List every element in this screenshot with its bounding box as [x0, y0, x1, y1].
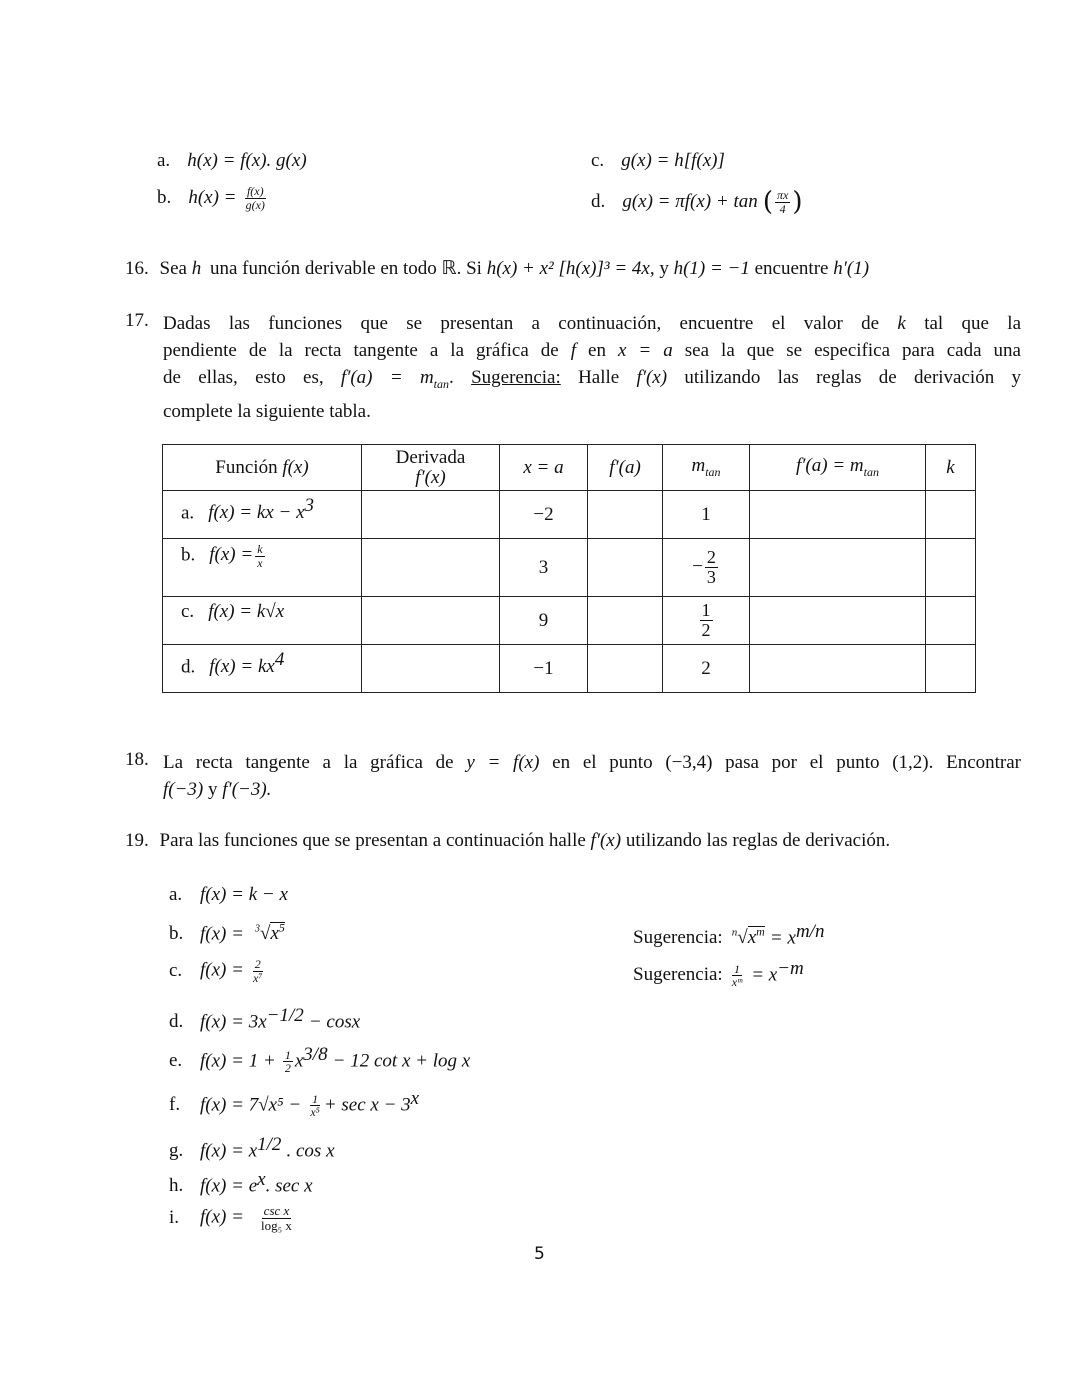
cell-a: −2: [500, 491, 588, 539]
list-item-a: a. f(x) = k − x: [169, 884, 288, 905]
header-equation: $f'(a) = m_{tan}$: [750, 445, 926, 491]
cell-k[interactable]: [926, 645, 976, 693]
item-expression: h(x) = f(x). g(x): [187, 150, 307, 171]
cell-f-prime-a[interactable]: [588, 539, 663, 597]
header-derivada: Derivada f′(x): [362, 445, 500, 491]
cell-a: −1: [500, 645, 588, 693]
table-row: [163, 491, 976, 539]
hint-label: Sugerencia:: [633, 964, 723, 986]
table-row: [163, 597, 976, 645]
list-item-b: b. $f(x) = ^3√x^5$: [169, 921, 285, 945]
cell-m-tan: 1: [663, 491, 750, 539]
header-k: k: [926, 445, 976, 491]
item-expression-lhs: g(x) = πf(x) + tan: [622, 190, 758, 212]
item-c: [591, 150, 725, 172]
problem-18-text: La recta tangente a la gráfica de y = f(x) en el punto (−3,4) pasa por el punto (1,2). Encontrar f(−3) y f′(−3).: [163, 752, 1022, 800]
cell-k[interactable]: [926, 597, 976, 645]
item-label: d.: [591, 190, 606, 212]
table-header-row: [163, 445, 976, 491]
cell-function: d. $f(x) = kx^4$: [163, 645, 362, 693]
cell-k[interactable]: [926, 539, 976, 597]
hint-label: Sugerencia:: [633, 927, 723, 949]
target: h′(1): [833, 258, 870, 279]
header-funcion: Función f(x): [163, 445, 362, 491]
problem-17-text: Dadas las funciones que se presentan a continuación, encuentre el valor de k tal que la pendiente de la recta tangente a la gráfica de f en x = a sea la que se especifica para cada una de ellas, esto es, $f'(a) = m_{tan}$. Sugerencia: Halle f′(x) utilizando las reglas de derivación y complete la siguiente tabla.: [163, 313, 1022, 422]
equation: h(x) + x² [h(x)]³ = 4x,: [486, 258, 655, 279]
hint-2: Sugerencia: $\frac{1}{\text{xᵐ}}$ = $x^{-m}$: [633, 958, 804, 990]
problem-17-number: 17.: [125, 310, 149, 331]
header-x-eq-a: x = a: [500, 445, 588, 491]
header-f-prime-a: f′(a): [588, 445, 663, 491]
condition: h(1) = −1: [673, 258, 750, 279]
list-item-c: c. f(x) = $\frac{2}{\text{x⁷}}$: [169, 957, 263, 985]
cell-equation[interactable]: [750, 645, 926, 693]
hint-1: Sugerencia: $^n√x^m = x^{m/n}$: [633, 921, 825, 949]
cell-f-prime-a[interactable]: [588, 597, 663, 645]
problem-number: 19.: [125, 830, 149, 851]
cell-derivative[interactable]: [362, 645, 500, 693]
table-row: [163, 645, 976, 693]
page-number: 5: [534, 1244, 545, 1264]
list-item-e: e. f(x) = 1 + $\frac{1}{2}$ $x^{3/8} - 12$ cot x + log x: [169, 1044, 471, 1076]
cell-m-tan: − $\frac{2}{3}$: [663, 539, 750, 597]
cell-derivative[interactable]: [362, 597, 500, 645]
cell-m-tan: $\frac{1}{2}$: [663, 597, 750, 645]
problem-18-number: 18.: [125, 749, 149, 770]
item-a: [157, 150, 307, 172]
item-label: c.: [591, 150, 605, 171]
item-expression-lhs: h(x) =: [188, 186, 237, 208]
cell-equation[interactable]: [750, 597, 926, 645]
paren-open: (: [762, 187, 773, 217]
cell-a: 9: [500, 597, 588, 645]
item-label: b.: [157, 186, 172, 208]
item-d: [591, 187, 803, 217]
cell-derivative[interactable]: [362, 539, 500, 597]
item-label: a.: [157, 150, 171, 171]
cell-k[interactable]: [926, 491, 976, 539]
list-item-d: d. $f(x) = 3x^{-1/2} - \cos x$: [169, 1005, 361, 1033]
fraction: $\frac{f(x)}{g(x)}$: [245, 184, 265, 212]
problem-16: 16. Sea h una función derivable en todo ℝ. Si h(x) + x² [h(x)]³ = 4x, y h(1) = −1 encuentre h′(1): [125, 258, 870, 279]
list-item-f: f. f(x) = 7√x⁵ − $\frac{1}{\text{x⁵}}$ + $\sec x - 3^x$: [169, 1088, 420, 1120]
paren-close: ): [792, 187, 803, 217]
item-expression: g(x) = h[f(x)]: [621, 150, 725, 171]
problem-19: 19. Para las funciones que se presentan a continuación halle f′(x) utilizando las reglas de derivación.: [125, 830, 891, 851]
cell-function: c. f(x) = k√x: [163, 597, 362, 645]
cell-equation[interactable]: [750, 539, 926, 597]
table-row: [163, 539, 976, 597]
cell-f-prime-a[interactable]: [588, 645, 663, 693]
cell-a: 3: [500, 539, 588, 597]
list-item-i: i. f(x) = $\frac{\text{csc x}}{\text{log₅ x}}$: [169, 1203, 292, 1233]
cell-derivative[interactable]: [362, 491, 500, 539]
hint-label: Sugerencia:: [471, 367, 561, 388]
cell-function: a. f(x) = kx − $x^3$: [163, 491, 362, 539]
cell-function: b. f(x) = $\frac{k}{x}$: [163, 539, 362, 597]
cell-f-prime-a[interactable]: [588, 491, 663, 539]
cell-equation[interactable]: [750, 491, 926, 539]
header-m-tan: $m_{tan}$: [663, 445, 750, 491]
derivative-table: [162, 444, 976, 693]
list-item-g: g. $f(x) = x^{1/2}$ . cos x: [169, 1134, 335, 1162]
list-item-h: h. $f(x) = e^x$. sec x: [169, 1169, 313, 1197]
cell-m-tan: 2: [663, 645, 750, 693]
problem-number: 16.: [125, 258, 149, 279]
fraction: $\frac{\pi x}{4}$: [777, 187, 789, 216]
item-b: [157, 185, 269, 211]
